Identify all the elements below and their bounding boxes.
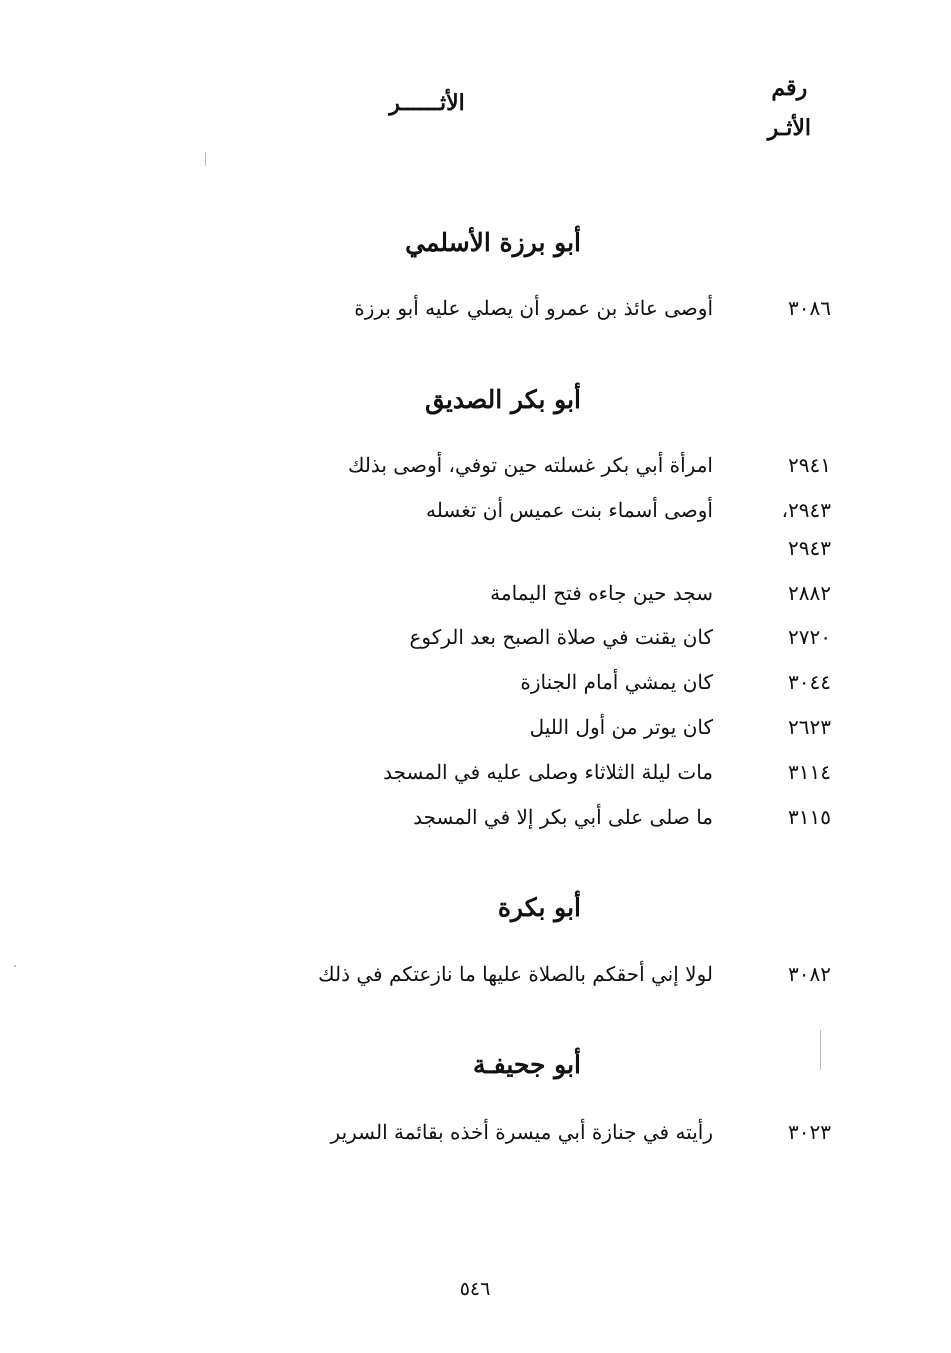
list-item <box>131 760 831 800</box>
scan-speck <box>205 152 206 166</box>
entry-number: ٣١١٥ <box>788 805 831 829</box>
entry-number: ٣٠٨٢ <box>788 962 831 986</box>
entry-text: مات ليلة الثلاثاء وصلى عليه في المسجد <box>383 760 713 784</box>
entry-number-continued: ٢٩٤٣ <box>788 536 831 560</box>
list-item <box>131 296 831 336</box>
page-number: ٥٤٦ <box>459 1278 491 1300</box>
entry-text: ما صلى على أبي بكر إلا في المسجد <box>413 805 713 829</box>
entry-number: ٢٩٤١ <box>788 453 831 477</box>
entry-number: ٣٠٤٤ <box>788 670 831 694</box>
entry-text: كان يوتر من أول الليل <box>529 715 713 739</box>
entry-text: كان يقنت في صلاة الصبح بعد الركوع <box>409 625 713 649</box>
column-header-number-line2: الأثـر <box>767 115 811 141</box>
list-item <box>131 453 831 493</box>
entry-text: امرأة أبي بكر غسلته حين توفي، أوصى بذلك <box>347 453 713 477</box>
list-item <box>131 1120 831 1160</box>
column-header-number <box>768 68 811 148</box>
entry-text: كان يمشي أمام الجنازة <box>520 670 713 694</box>
entry-number: ٢٩٤٣، <box>781 498 831 522</box>
section-title: أبو برزة الأسلمي <box>405 228 581 257</box>
entry-number: ٣١١٤ <box>788 760 831 784</box>
entry-number: ٣٠٢٣ <box>788 1120 831 1144</box>
entry-text: رأيته في جنازة أبي ميسرة أخذه بقائمة السرير <box>330 1120 713 1144</box>
section-title: أبو بكر الصديق <box>425 385 581 414</box>
list-item <box>131 670 831 710</box>
entry-text: أوصى عائذ بن عمرو أن يصلي عليه أبو برزة <box>354 296 713 320</box>
list-item <box>131 805 831 845</box>
section-title: أبو بكرة <box>497 893 581 922</box>
list-item <box>131 715 831 755</box>
scan-speck <box>14 965 16 967</box>
entry-number: ٢٧٢٠ <box>788 625 831 649</box>
column-header-title: الأثــــــر <box>389 90 465 116</box>
entry-text: أوصى أسماء بنت عميس أن تغسله <box>426 498 713 522</box>
scan-speck <box>820 1030 821 1070</box>
list-item <box>131 498 831 538</box>
column-header-number-line1: رقم <box>771 75 808 101</box>
list-item <box>131 625 831 665</box>
entry-number: ٢٨٨٢ <box>788 581 831 605</box>
entry-text: لولا إني أحقكم بالصلاة عليها ما نازعتكم في ذلك <box>318 962 713 986</box>
section-title: أبو جحيفـة <box>472 1050 581 1079</box>
list-item <box>131 962 831 1002</box>
entry-number: ٣٠٨٦ <box>788 296 831 320</box>
entry-text: سجد حين جاءه فتح اليمامة <box>490 581 713 605</box>
list-item <box>131 581 831 621</box>
entry-number: ٢٦٢٣ <box>788 715 831 739</box>
